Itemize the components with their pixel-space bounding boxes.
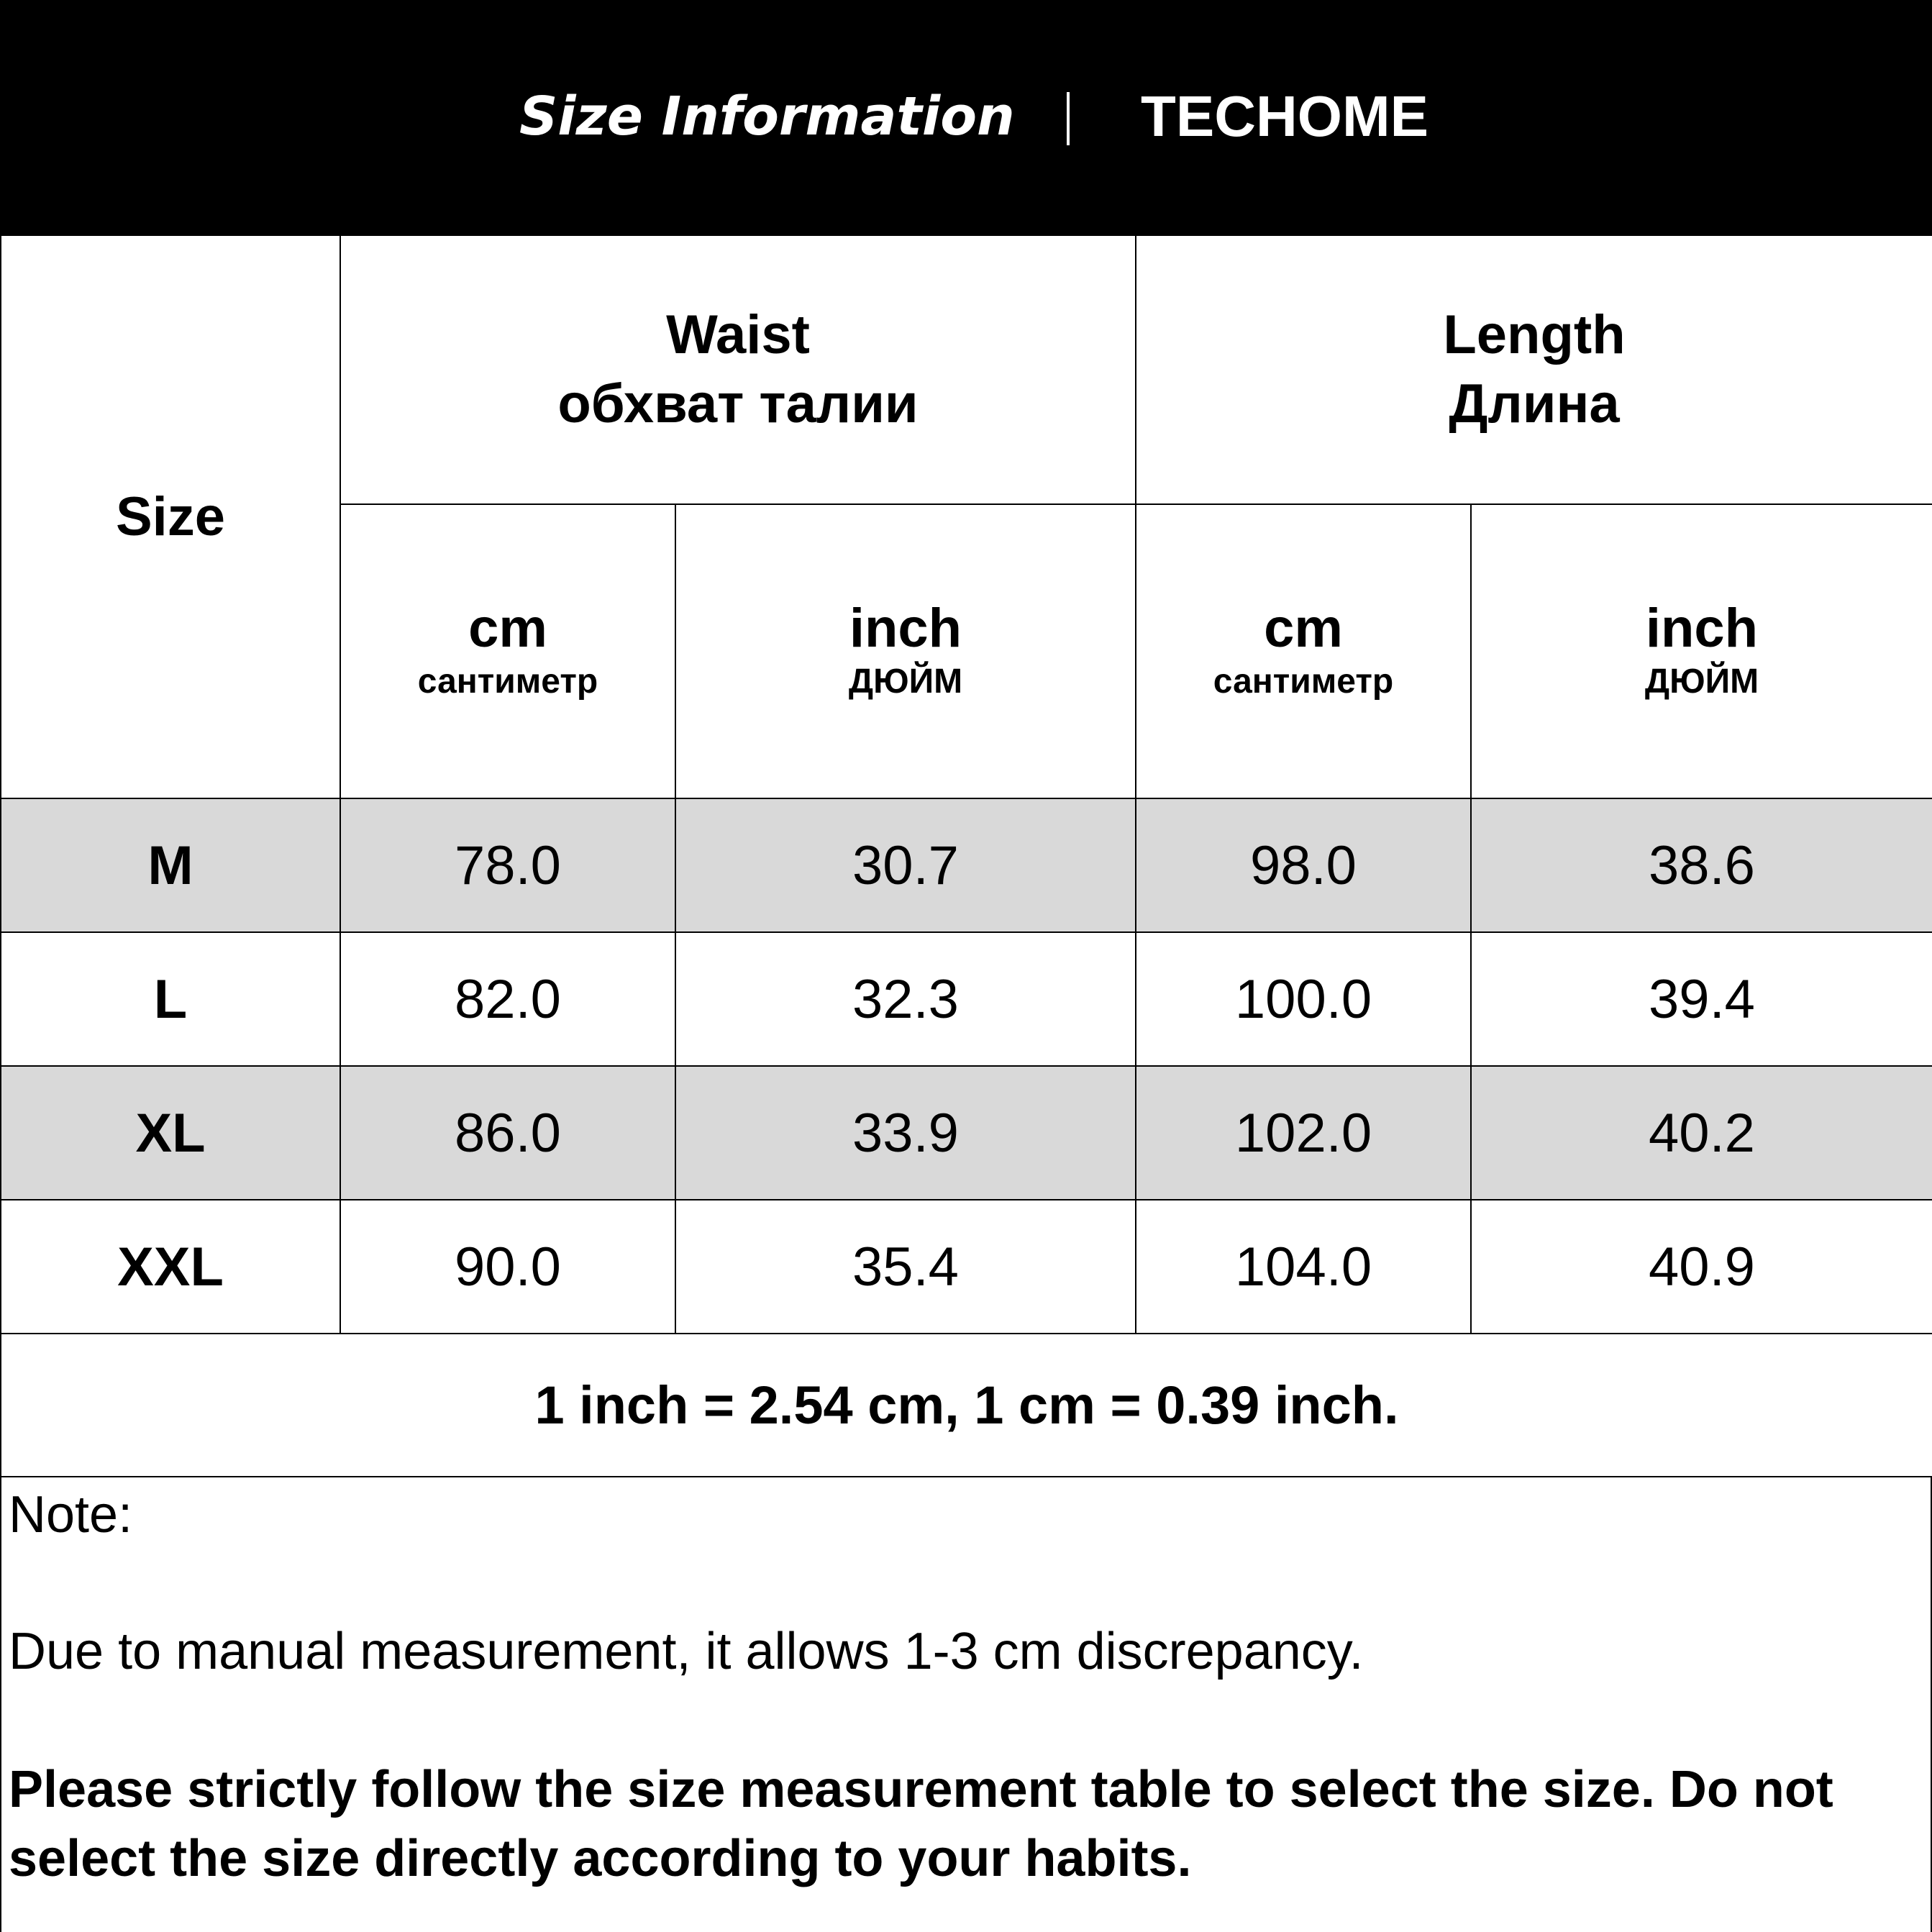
unit-label: cm xyxy=(1264,597,1343,659)
size-cell: XL xyxy=(1,1066,340,1200)
length-inch-cell: 40.2 xyxy=(1471,1066,1932,1200)
note-warning: Please strictly follow the size measurement table to select the size. Do not select the size directly according to your habits. xyxy=(9,1761,1833,1887)
size-table xyxy=(0,234,1932,1477)
waist-group-header xyxy=(340,235,1136,504)
length-label-en: Length xyxy=(1443,304,1626,365)
unit-label: inch xyxy=(1645,597,1759,659)
unit-label: cm xyxy=(468,597,547,659)
brand-name: TECHOME xyxy=(1141,84,1429,148)
length-cm-cell: 98.0 xyxy=(1136,798,1471,932)
header-title: Size Information xyxy=(519,86,1015,147)
table-row xyxy=(1,932,1932,1066)
unit-header-length-cm xyxy=(1136,504,1471,798)
waist-inch-cell: 33.9 xyxy=(675,1066,1136,1200)
table-row xyxy=(1,1066,1932,1200)
length-cm-cell: 104.0 xyxy=(1136,1200,1471,1334)
conversion-row xyxy=(1,1334,1932,1477)
conversion-note: 1 inch = 2.54 cm, 1 cm = 0.39 inch. xyxy=(1,1334,1932,1477)
waist-inch-cell: 32.3 xyxy=(675,932,1136,1066)
waist-cm-cell: 86.0 xyxy=(340,1066,675,1200)
length-cm-cell: 100.0 xyxy=(1136,932,1471,1066)
unit-sublabel: ДЮЙМ xyxy=(1644,662,1759,701)
waist-inch-cell: 30.7 xyxy=(675,798,1136,932)
note-text: Due to manual measurement, it allows 1-3 cm discrepancy. xyxy=(9,1623,1364,1680)
unit-header-waist-cm xyxy=(340,504,675,798)
waist-cm-cell: 82.0 xyxy=(340,932,675,1066)
table-header-row xyxy=(1,235,1932,504)
waist-cm-cell: 90.0 xyxy=(340,1200,675,1334)
unit-header-waist-inch xyxy=(675,504,1136,798)
size-header-label: Size xyxy=(115,486,226,547)
unit-sublabel: сантиметр xyxy=(417,662,598,701)
waist-label-en: Waist xyxy=(666,304,810,365)
waist-inch-cell: 35.4 xyxy=(675,1200,1136,1334)
unit-label: inch xyxy=(849,597,962,659)
length-inch-cell: 38.6 xyxy=(1471,798,1932,932)
size-cell: XXL xyxy=(1,1200,340,1334)
length-cm-cell: 102.0 xyxy=(1136,1066,1471,1200)
unit-sublabel: ДЮЙМ xyxy=(848,662,963,701)
size-cell: L xyxy=(1,932,340,1066)
unit-header-length-inch xyxy=(1471,504,1932,798)
table-row xyxy=(1,1200,1932,1334)
length-group-header xyxy=(1136,235,1932,504)
length-inch-cell: 40.9 xyxy=(1471,1200,1932,1334)
length-label-ru: Длина xyxy=(1449,373,1620,434)
unit-sublabel: сантиметр xyxy=(1213,662,1394,701)
size-cell: M xyxy=(1,798,340,932)
table-row xyxy=(1,798,1932,932)
note-label: Note: xyxy=(9,1486,133,1544)
header-divider xyxy=(1067,92,1070,145)
size-column-header xyxy=(1,235,340,798)
waist-label-ru: обхват талии xyxy=(557,373,919,434)
length-inch-cell: 39.4 xyxy=(1471,932,1932,1066)
waist-cm-cell: 78.0 xyxy=(340,798,675,932)
